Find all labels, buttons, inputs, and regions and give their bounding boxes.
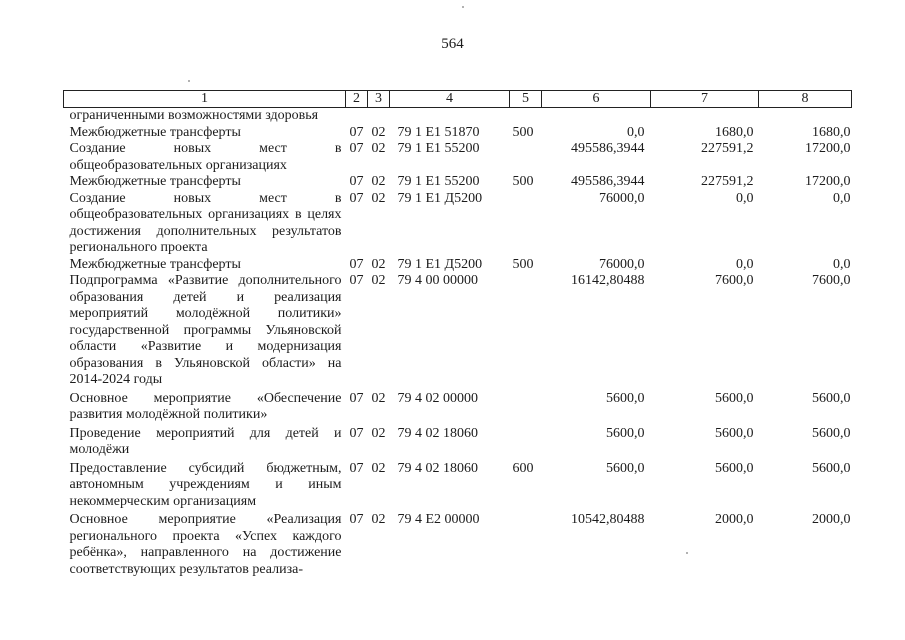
row-target-code: 79 1 Е1 Д5200 <box>397 256 483 272</box>
table-row <box>64 273 852 389</box>
column-header-3: 3 <box>368 91 390 108</box>
row-expense-type <box>510 141 542 174</box>
table-row <box>64 510 852 578</box>
row-section: 07 <box>349 124 364 140</box>
table-row <box>64 174 852 191</box>
row-section: 07 <box>349 256 364 272</box>
row-amount-col7: 5600,0 <box>715 460 754 476</box>
row-subsection: 02 <box>371 512 386 527</box>
row-section: 07 <box>349 190 364 206</box>
row-expense-type: 500 <box>512 256 534 272</box>
column-header-1: 1 <box>64 91 346 108</box>
row-amount-col8: 7600,0 <box>812 273 851 288</box>
row-name: Создание новых мест в общеобразовательных организациях в целях достижения дополнительных результатов регионального проекта <box>69 190 342 255</box>
row-amount-col6: 76000,0 <box>599 256 645 272</box>
row-subsection: 02 <box>371 273 386 288</box>
table-row <box>64 108 852 125</box>
row-subsection: 02 <box>371 460 386 476</box>
row-name: Межбюджетные трансферты <box>69 124 241 140</box>
row-section: 07 <box>349 460 364 476</box>
row-section: 07 <box>349 390 364 406</box>
row-name: Межбюджетные трансферты <box>69 256 241 272</box>
row-amount-col8: 5600,0 <box>812 390 851 406</box>
row-amount-col8 <box>759 108 852 125</box>
budget-table <box>63 90 852 578</box>
row-amount-col6: 0,0 <box>627 124 645 140</box>
column-header-5: 5 <box>510 91 542 108</box>
column-header-2: 2 <box>346 91 368 108</box>
row-subsection <box>368 108 390 125</box>
column-number-header <box>64 91 852 108</box>
column-header-8: 8 <box>759 91 852 108</box>
row-expense-type <box>510 510 542 578</box>
row-name: Проведение мероприятий для детей и молодёжи <box>69 425 342 457</box>
row-expense-type <box>510 191 542 257</box>
row-section <box>346 108 368 125</box>
row-amount-col8: 17200,0 <box>805 174 851 189</box>
row-amount-col6: 76000,0 <box>599 190 645 206</box>
row-target-code: 79 4 Е2 00000 <box>397 512 480 527</box>
table-row <box>64 125 852 142</box>
row-amount-col7: 227591,2 <box>701 174 754 189</box>
scan-speck <box>686 552 688 554</box>
row-expense-type <box>510 424 542 459</box>
row-subsection: 02 <box>371 256 386 272</box>
table-row <box>64 191 852 257</box>
row-subsection: 02 <box>371 174 386 189</box>
row-expense-type <box>510 273 542 389</box>
row-expense-type <box>510 389 542 424</box>
row-name: ограниченными возможностями здоровья <box>69 108 319 123</box>
row-subsection: 02 <box>371 390 386 406</box>
row-target-code: 79 4 02 18060 <box>397 425 478 441</box>
row-amount-col7: 7600,0 <box>715 273 754 288</box>
row-amount-col8: 1680,0 <box>812 124 851 140</box>
row-target-code: 79 1 Е1 Д5200 <box>397 190 483 206</box>
row-subsection: 02 <box>371 425 386 441</box>
row-amount-col8: 17200,0 <box>805 141 851 156</box>
table-row <box>64 459 852 511</box>
row-amount-col7: 0,0 <box>736 256 754 272</box>
row-name: Подпрограмма «Развитие дополнительного образования детей и реализация мероприятий молодёжной политики» государственной программы Ульяновской области «Развитие и модернизация образования в Ульяновской области» на 2014-2024 годы <box>69 273 342 387</box>
row-expense-type <box>510 108 542 125</box>
row-amount-col6: 495586,3944 <box>571 141 645 156</box>
row-section: 07 <box>349 512 364 527</box>
row-amount-col7 <box>651 108 759 125</box>
column-header-4: 4 <box>390 91 510 108</box>
row-name: Создание новых мест в общеобразовательных организациях <box>69 141 342 173</box>
row-target-code: 79 1 Е1 55200 <box>397 174 480 189</box>
row-amount-col6 <box>542 108 651 125</box>
row-expense-type: 600 <box>512 460 534 476</box>
row-amount-col6: 10542,80488 <box>571 512 645 527</box>
column-header-6: 6 <box>542 91 651 108</box>
row-amount-col6: 495586,3944 <box>571 174 645 189</box>
row-subsection: 02 <box>371 190 386 206</box>
row-expense-type: 500 <box>512 174 534 189</box>
column-header-7: 7 <box>651 91 759 108</box>
row-amount-col8: 0,0 <box>833 256 851 272</box>
row-amount-col8: 2000,0 <box>812 512 851 527</box>
row-section: 07 <box>349 174 364 189</box>
scan-speck <box>462 6 464 8</box>
row-target-code: 79 4 02 00000 <box>397 390 478 406</box>
row-amount-col8: 5600,0 <box>812 460 851 476</box>
row-subsection: 02 <box>371 141 386 156</box>
row-target-code: 79 1 Е1 51870 <box>397 124 480 140</box>
row-section: 07 <box>349 425 364 441</box>
row-name: Основное мероприятие «Реализация регионального проекта «Успех каждого ребёнка», направленного на достижение соответствующих результатов реализа- <box>69 512 342 577</box>
row-amount-col6: 16142,80488 <box>571 273 645 288</box>
row-amount-col8: 5600,0 <box>812 425 851 441</box>
budget-table-container <box>63 90 851 578</box>
row-section: 07 <box>349 141 364 156</box>
row-name: Основное мероприятие «Обеспечение развития молодёжной политики» <box>69 390 342 422</box>
row-amount-col8: 0,0 <box>833 190 851 206</box>
row-amount-col7: 1680,0 <box>715 124 754 140</box>
row-expense-type: 500 <box>512 124 534 140</box>
scan-speck <box>188 80 190 82</box>
row-target-code: 79 1 Е1 55200 <box>397 141 480 156</box>
row-target-code <box>390 108 510 125</box>
row-amount-col7: 5600,0 <box>715 425 754 441</box>
row-section: 07 <box>349 273 364 288</box>
page-number: 564 <box>441 36 464 52</box>
row-name: Предоставление субсидий бюджетным, автономным учреждениям и иным некоммерческим организациям <box>69 460 342 509</box>
row-amount-col7: 2000,0 <box>715 512 754 527</box>
row-amount-col7: 227591,2 <box>701 141 754 156</box>
row-amount-col6: 5600,0 <box>606 390 645 406</box>
row-subsection: 02 <box>371 124 386 140</box>
row-amount-col6: 5600,0 <box>606 425 645 441</box>
table-row <box>64 389 852 424</box>
table-row <box>64 257 852 274</box>
row-amount-col6: 5600,0 <box>606 460 645 476</box>
row-target-code: 79 4 00 00000 <box>397 273 478 288</box>
row-target-code: 79 4 02 18060 <box>397 460 478 476</box>
table-row <box>64 424 852 459</box>
table-row <box>64 141 852 174</box>
row-name: Межбюджетные трансферты <box>69 174 241 189</box>
row-amount-col7: 0,0 <box>736 190 754 206</box>
row-amount-col7: 5600,0 <box>715 390 754 406</box>
